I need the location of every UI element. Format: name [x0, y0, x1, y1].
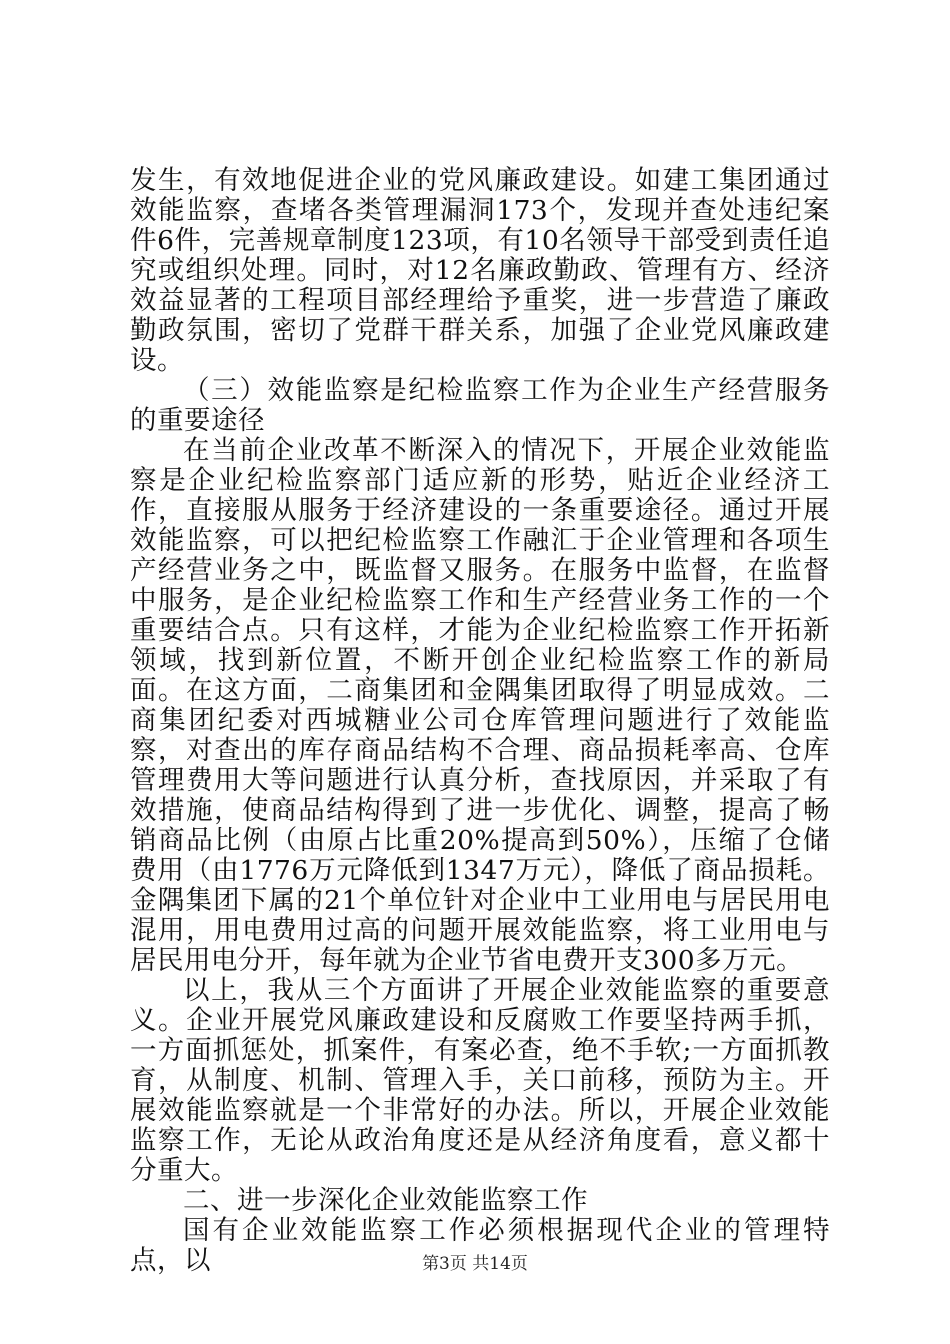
- section-heading-3: （三）效能监察是纪检监察工作为企业生产经营服务的重要途径: [130, 375, 830, 436]
- paragraph-continuation: 发生，有效地促进企业的党风廉政建设。如建工集团通过效能监察，查堵各类管理漏洞173个，发现并查处违纪案件6件，完善规章制度123项，有10名领导干部受到责任追究或组织处理。同时，对12名廉政勤政、管理有方、经济效益显著的工程项目部经理给予重奖，进一步营造了廉政勤政氛围，密切了党群干群关系，加强了企业党风廉政建设。: [130, 165, 830, 376]
- paragraph-start: 国有企业效能监察工作必须根据现代企业的管理特点，以: [130, 1215, 830, 1276]
- page-number-footer: 第3页 共14页: [422, 1254, 528, 1274]
- section-heading-2: 二、进一步深化企业效能监察工作: [183, 1185, 588, 1216]
- document-body: [130, 166, 830, 1276]
- paragraph-body: 在当前企业改革不断深入的情况下，开展企业效能监察是企业纪检监察部门适应新的形势，贴近企业经济工作，直接服从服务于经济建设的一条重要途径。通过开展效能监察，可以把纪检监察工作融汇于企业管理和各项生产经营业务之中，既监督又服务。在服务中监督，在监督中服务，是企业纪检监察工作和生产经营业务工作的一个重要结合点。只有这样，才能为企业纪检监察工作开拓新领域，找到新位置，不断开创企业纪检监察工作的新局面。在这方面，二商集团和金隅集团取得了明显成效。二商集团纪委对西城糖业公司仓库管理问题进行了效能监察，对查出的库存商品结构不合理、商品损耗率高、仓库管理费用大等问题进行认真分析，查找原因，并采取了有效措施，使商品结构得到了进一步优化、调整，提高了畅销商品比例（由原占比重20%提高到50%），压缩了仓储费用（由1776万元降低到1347万元），降低了商品损耗。金隅集团下属的21个单位针对企业中工业用电与居民用电混用，用电费用过高的问题开展效能监察，将工业用电与居民用电分开，每年就为企业节省电费开支300多万元。: [130, 435, 830, 976]
- paragraph-summary: 以上，我从三个方面讲了开展企业效能监察的重要意义。企业开展党风廉政建设和反腐败工作要坚持两手抓，一方面抓惩处，抓案件，有案必查，绝不手软;一方面抓教育，从制度、机制、管理入手，关口前移，预防为主。开展效能监察就是一个非常好的办法。所以，开展企业效能监察工作，无论从政治角度还是从经济角度看，意义都十分重大。: [130, 975, 830, 1186]
